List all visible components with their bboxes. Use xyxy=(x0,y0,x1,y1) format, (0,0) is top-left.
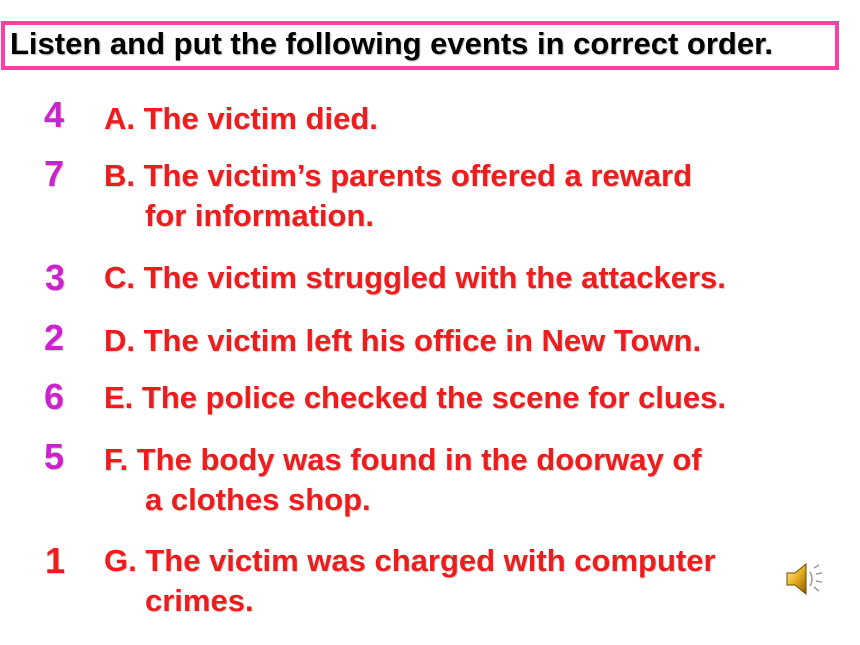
order-number-f: 5 xyxy=(44,436,65,477)
event-item-a xyxy=(104,99,378,139)
event-item-b xyxy=(104,156,692,236)
order-number-e: 6 xyxy=(44,376,65,417)
event-item-g xyxy=(104,541,716,621)
event-text-line1: B. The victim’s parents offered a reward xyxy=(104,158,693,193)
event-text-line2: for information. xyxy=(145,198,375,233)
order-number-g: 1 xyxy=(45,540,66,581)
event-text-line2: crimes. xyxy=(145,583,254,618)
event-text-line1: D. The victim left his office in New Town. xyxy=(104,323,702,358)
order-number-a: 4 xyxy=(44,94,65,135)
event-text-line2: a clothes shop. xyxy=(145,482,371,517)
event-text-line1: G. The victim was charged with computer xyxy=(104,543,716,578)
event-text-line1: F. The body was found in the doorway of xyxy=(104,442,702,477)
speaker-icon[interactable] xyxy=(781,556,827,602)
page-title: Listen and put the following events in correct order. xyxy=(10,26,774,61)
event-text-line1: E. The police checked the scene for clues. xyxy=(104,380,726,415)
event-item-e xyxy=(104,378,726,418)
order-number-d: 2 xyxy=(44,317,65,358)
event-item-d xyxy=(104,321,701,361)
event-item-c xyxy=(104,258,726,298)
order-number-c: 3 xyxy=(45,257,66,298)
event-text-line1: A. The victim died. xyxy=(104,101,378,136)
event-item-f xyxy=(104,440,702,520)
event-text-line1: C. The victim struggled with the attackers. xyxy=(104,260,726,295)
order-number-b: 7 xyxy=(44,153,65,194)
